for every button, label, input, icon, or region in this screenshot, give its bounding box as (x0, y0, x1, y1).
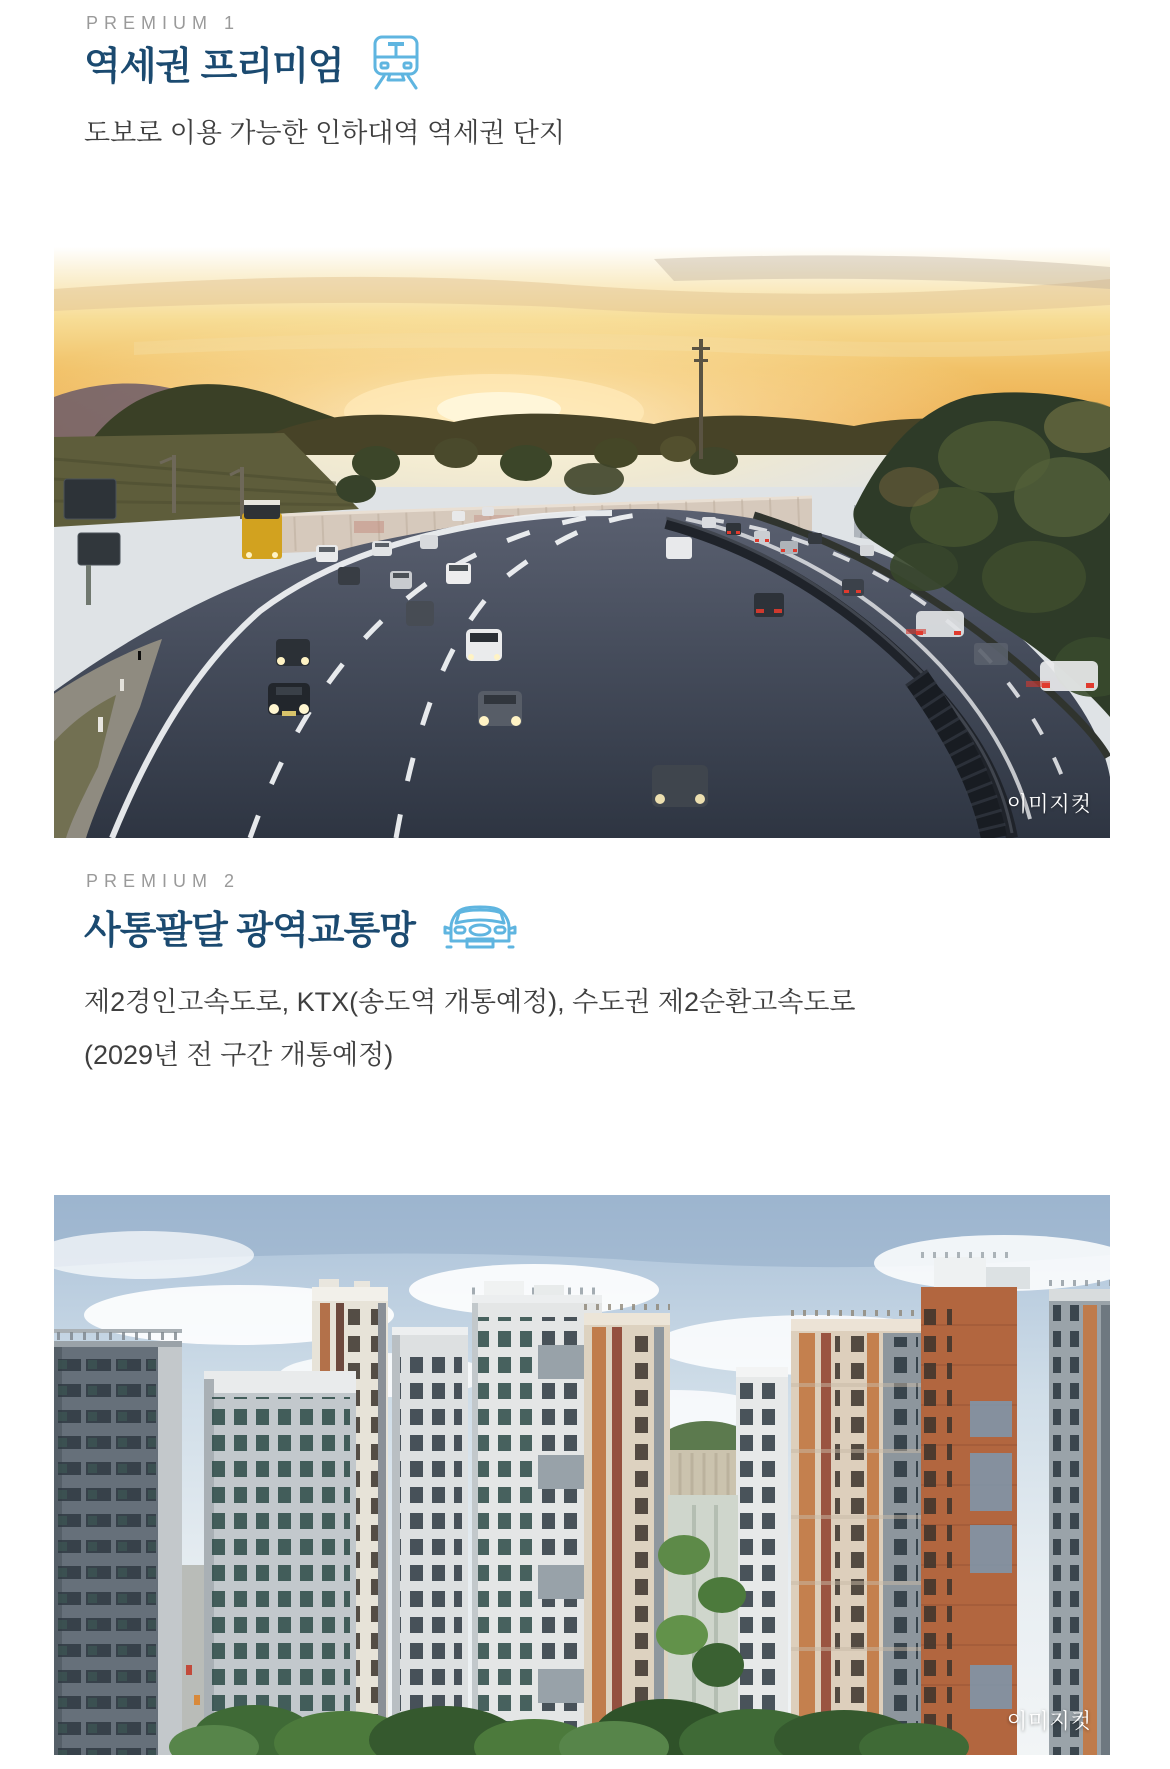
train-icon (370, 34, 422, 90)
tower-left-gray-grid (204, 1371, 356, 1755)
car-icon (441, 901, 519, 953)
highway-scene (54, 247, 1110, 838)
image-watermark: 이미지컷 (1006, 793, 1092, 816)
tower-center-white (392, 1327, 468, 1755)
premium-2-description (84, 976, 856, 1082)
premium-2-title-row (84, 899, 519, 954)
premium-2-title: 사통팔달 광역교통망 (84, 910, 415, 952)
apartment-scene (54, 1195, 1110, 1755)
premium-2-label: PREMIUM 2 (86, 871, 241, 891)
tower-orange-b (791, 1313, 922, 1755)
description-line: 제2경인고속도로, KTX(송도역 개통예정), 수도권 제2순환고속도로 (84, 987, 856, 1017)
tower-white-mid (736, 1367, 788, 1755)
description-line: 도보로 이용 가능한 인하대역 역세권 단지 (84, 118, 565, 148)
apartment-complex-photo (54, 1195, 1110, 1755)
description-line: (2029년 전 구간 개통예정) (84, 1040, 394, 1070)
tower-right-edge (1049, 1283, 1110, 1755)
image-watermark: 이미지컷 (1006, 1710, 1092, 1733)
premium-1-description (84, 114, 565, 152)
highway-sunset-photo (54, 247, 1110, 838)
premium-1-label: PREMIUM 1 (86, 13, 241, 33)
tower-left-dark (54, 1329, 182, 1755)
tower-big-white (472, 1281, 602, 1755)
tower-orange-a (584, 1307, 670, 1755)
premium-1-title-row (84, 34, 422, 90)
tower-brick-front (921, 1255, 1030, 1755)
premium-1-title: 역세권 프리미엄 (84, 45, 344, 88)
